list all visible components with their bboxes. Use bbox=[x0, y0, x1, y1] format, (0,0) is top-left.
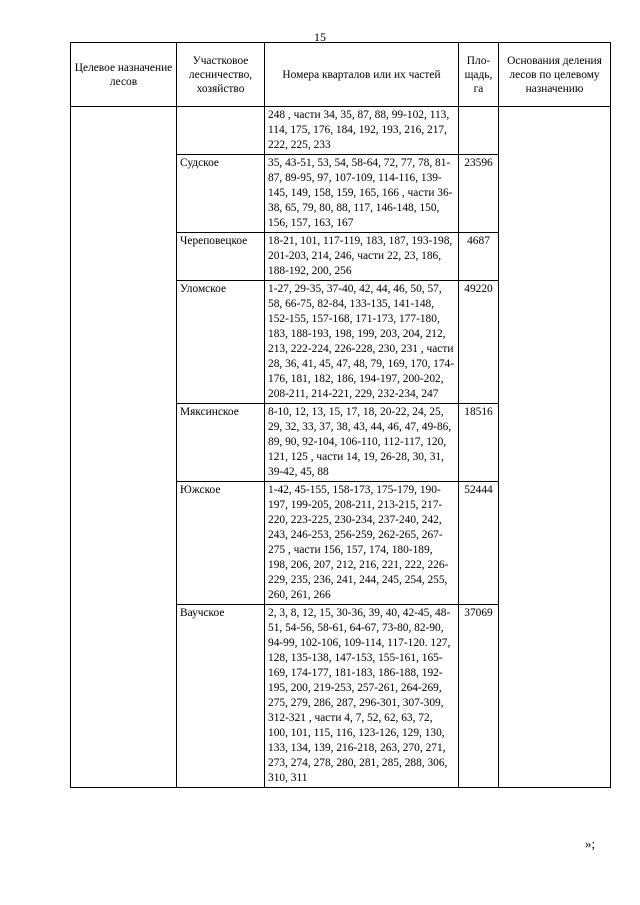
forestry-name: Мяксинское bbox=[177, 404, 265, 482]
forestry-name: Ваучское bbox=[177, 605, 265, 788]
area-cell: 49220 bbox=[459, 281, 499, 404]
forestry-name: Судское bbox=[177, 155, 265, 233]
table-row bbox=[71, 107, 611, 155]
forestry-name: Череповецкое bbox=[177, 233, 265, 281]
area-cell: 4687 bbox=[459, 233, 499, 281]
purpose-cell bbox=[71, 107, 177, 788]
basis-cell bbox=[499, 107, 611, 788]
quarters-cell: 18-21, 101, 117-119, 183, 187, 193-198, 201-203, 214, 246, части 22, 23, 186, 188-192, 200, 256 bbox=[265, 233, 459, 281]
header-purpose: Целевое назначение лесов bbox=[71, 43, 177, 107]
quarters-cell: 2, 3, 8, 12, 15, 30-36, 39, 40, 42-45, 48-51, 54-56, 58-61, 64-67, 73-80, 82-90, 94-99, 102-106, 109-114, 117-120. 127, 128, 135-138, 147-153, 155-161, 165-169, 174-177, 181-183, 186-188, 192-195, 200, 219-253, 257-261, 264-269, 275, 279, 286, 287, 296-301, 307-309, 312-321 , части 4, 7, 52, 62, 63, 72, 100, 101, 115, 116, 123-126, 129, 130, 133, 134, 139, 216-218, 263, 270, 271, 273, 274, 278, 280, 281, 285, 288, 306, 310, 311 bbox=[265, 605, 459, 788]
header-basis: Основания деления лесов по целевому назначению bbox=[499, 43, 611, 107]
forestry-name: Южское bbox=[177, 482, 265, 605]
page-number: 15 bbox=[314, 30, 326, 44]
quarters-cell: 8-10, 12, 13, 15, 17, 18, 20-22, 24, 25, 29, 32, 33, 37, 38, 43, 44, 46, 47, 49-86, 89, 90, 92-104, 106-110, 112-117, 120, 121, 125 , части 14, 19, 26-28, 30, 31, 39-42, 45, 88 bbox=[265, 404, 459, 482]
area-cell: 18516 bbox=[459, 404, 499, 482]
forest-purpose-table bbox=[70, 42, 611, 788]
quarters-cell: 35, 43-51, 53, 54, 58-64, 72, 77, 78, 81-87, 89-95, 97, 107-109, 114-116, 139-145, 149, 158, 159, 165, 166 , части 36-38, 65, 79, 80, 88, 117, 146-148, 150, 156, 157, 163, 167 bbox=[265, 155, 459, 233]
header-forestry: Участковое лесничество, хозяйство bbox=[177, 43, 265, 107]
area-cell: 23596 bbox=[459, 155, 499, 233]
quarters-cell: 1-27, 29-35, 37-40, 42, 44, 46, 50, 57, 58, 66-75, 82-84, 133-135, 141-148, 152-155, 157-168, 171-173, 177-180, 183, 188-193, 198, 199, 203, 204, 212, 213, 222-224, 226-228, 230, 231 , части 28, 36, 41, 45, 47, 48, 79, 169, 170, 174-176, 181, 182, 186, 194-197, 200-202, 208-211, 214-221, 229, 232-234, 247 bbox=[265, 281, 459, 404]
area-cell bbox=[459, 107, 499, 155]
forestry-name bbox=[177, 107, 265, 155]
area-cell: 37069 bbox=[459, 605, 499, 788]
header-area: Пло-щадь, га bbox=[459, 43, 499, 107]
forestry-name: Уломское bbox=[177, 281, 265, 404]
header-quarters: Номера кварталов или их частей bbox=[265, 43, 459, 107]
quarters-cell: 1-42, 45-155, 158-173, 175-179, 190-197, 199-205, 208-211, 213-215, 217-220, 223-225, 230-234, 237-240, 242, 243, 246-253, 256-259, 262-265, 267-275 , части 156, 157, 174, 180-189, 198, 206, 207, 212, 216, 221, 222, 226-229, 235, 236, 241, 244, 245, 254, 255, 260, 261, 266 bbox=[265, 482, 459, 605]
closing-quote: »; bbox=[585, 836, 596, 851]
quarters-cell: 248 , части 34, 35, 87, 88, 99-102, 113, 114, 175, 176, 184, 192, 193, 216, 217, 222, 225, 233 bbox=[265, 107, 459, 155]
area-cell: 52444 bbox=[459, 482, 499, 605]
